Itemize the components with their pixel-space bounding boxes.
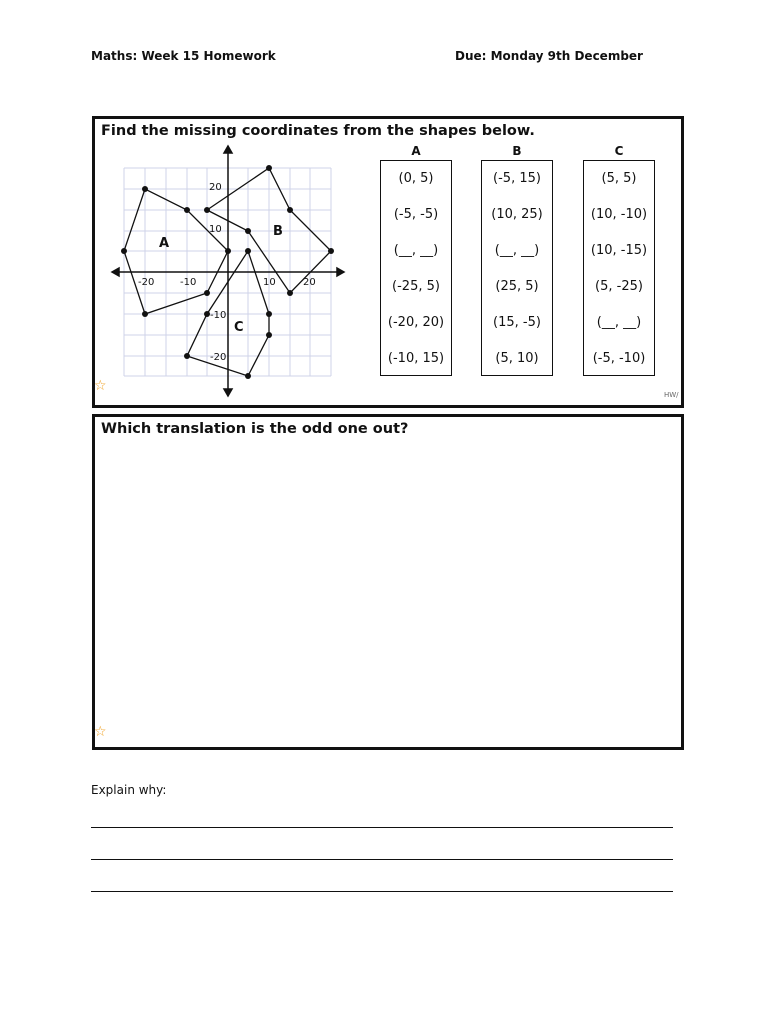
coordinate-cell: (-25, 5) xyxy=(392,279,440,294)
tick-label: -20 xyxy=(210,352,227,363)
coordinate-cell: (15, -5) xyxy=(493,315,541,330)
panel-title: Find the missing coordinates from the shapes below. xyxy=(101,123,535,139)
coordinate-cell: (5, 5) xyxy=(601,171,637,186)
tick-label: 20 xyxy=(303,277,316,288)
coordinate-cell[interactable]: (__, __) xyxy=(393,243,439,258)
answer-line[interactable] xyxy=(91,827,673,828)
coordinate-cell: (5, 10) xyxy=(495,351,539,366)
coordinate-cell: (10, -15) xyxy=(590,243,648,258)
coordinate-cell: (-5, 15) xyxy=(493,171,541,186)
tick-label: 10 xyxy=(263,277,276,288)
coordinate-cell: (10, 25) xyxy=(491,207,543,222)
coordinate-cell[interactable]: (__, __) xyxy=(494,243,540,258)
column-header-a: A xyxy=(411,144,421,158)
shape-label-a: A xyxy=(159,236,170,251)
tick-label: 10 xyxy=(209,224,222,235)
coordinate-cell: (-5, -10) xyxy=(592,351,646,366)
shape-label-b: B xyxy=(273,224,283,239)
coordinates-list-b xyxy=(481,160,553,376)
coordinate-cell: (-20, 20) xyxy=(387,315,445,330)
column-header-c: C xyxy=(614,144,624,158)
answer-line[interactable] xyxy=(91,891,673,892)
tick-label: 20 xyxy=(209,182,222,193)
shape-label-c: C xyxy=(234,320,244,335)
hw-mark: HW/ xyxy=(664,391,679,399)
odd-one-out-panel xyxy=(92,414,684,750)
tick-label: -10 xyxy=(180,277,197,288)
due-date: Due: Monday 9th December xyxy=(455,49,643,63)
coordinate-cell: (-10, 15) xyxy=(387,351,445,366)
coordinate-cell: (0, 5) xyxy=(398,171,434,186)
star-icon: ☆ xyxy=(94,378,107,394)
tick-label: -10 xyxy=(210,310,227,321)
coordinate-cell: (25, 5) xyxy=(495,279,539,294)
tick-label: -20 xyxy=(138,277,155,288)
coordinate-cell[interactable]: (__, __) xyxy=(596,315,642,330)
column-header-b: B xyxy=(512,144,522,158)
worksheet-title: Maths: Week 15 Homework xyxy=(91,49,276,63)
coordinate-cell: (5, -25) xyxy=(595,279,643,294)
panel-title: Which translation is the odd one out? xyxy=(101,421,409,437)
coordinate-cell: (-5, -5) xyxy=(393,207,439,222)
explain-label: Explain why: xyxy=(91,783,167,797)
coordinates-list-c xyxy=(583,160,655,376)
coordinate-cell: (10, -10) xyxy=(590,207,648,222)
coordinates-list-a xyxy=(380,160,452,376)
star-icon: ☆ xyxy=(94,724,107,740)
answer-line[interactable] xyxy=(91,859,673,860)
